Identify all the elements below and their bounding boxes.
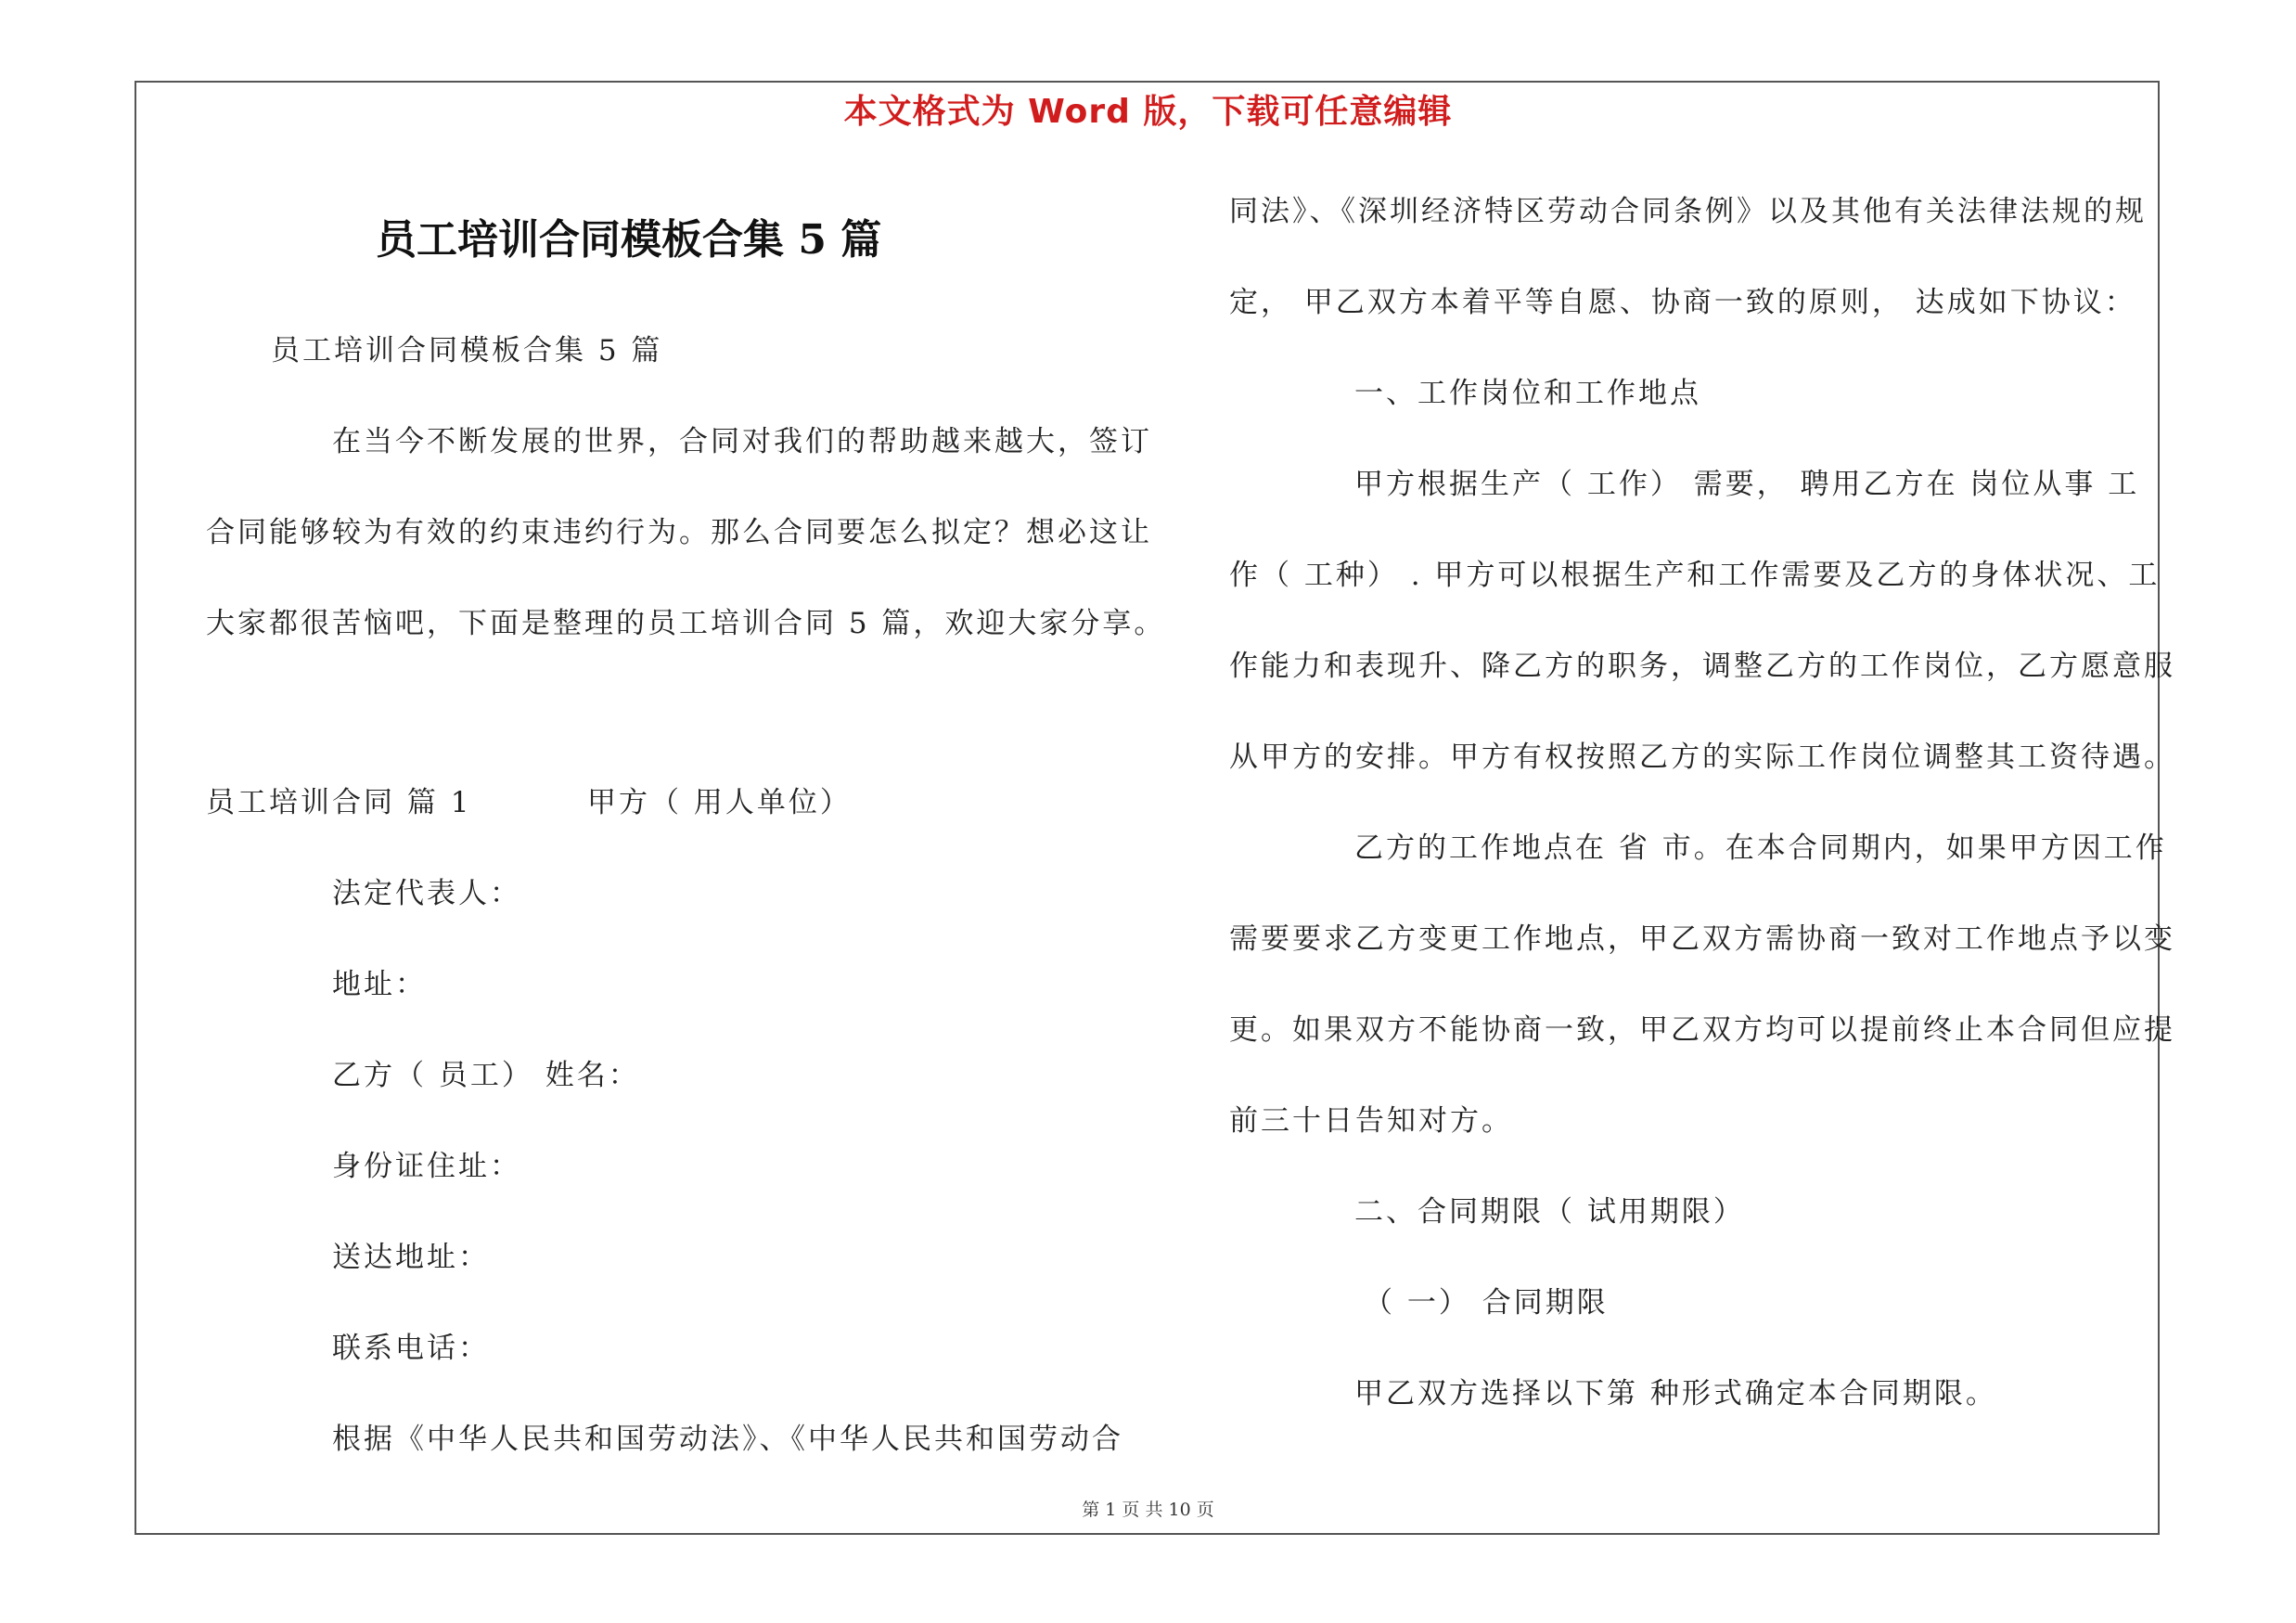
field-label: 送达地址： (332, 1241, 490, 1274)
section-heading: 一、工作岗位和工作地点 (1354, 377, 1701, 410)
subsection-heading: （ 一） 合同期限 (1364, 1286, 1609, 1320)
body-line: 从甲方的安排。甲方有权按照乙方的实际工作岗位调整其工资待遇。 (1229, 741, 2175, 774)
body-line: 作能力和表现升、降乙方的职务，调整乙方的工作岗位，乙方愿意服 (1229, 650, 2175, 683)
document-title: 员工培训合同模板合集 5 篇 (376, 216, 882, 264)
section-heading: 员工培训合同 篇 1 (206, 786, 472, 819)
field-label: 地址： (332, 968, 427, 1001)
field-label: 联系电话： (332, 1332, 490, 1365)
field-label: 乙方（ 员工） 姓名： (332, 1059, 640, 1092)
intro-line: 大家都很苦恼吧，下面是整理的员工培训合同 5 篇，欢迎大家分享。 (206, 607, 1166, 640)
body-line: 需要要求乙方变更工作地点，甲乙双方需协商一致对工作地点予以变 (1229, 922, 2175, 956)
party-a-label: 甲方（ 用人单位） (587, 786, 852, 819)
field-label: 法定代表人： (332, 877, 521, 910)
body-line: 前三十日告知对方。 (1229, 1104, 1513, 1138)
body-line: 作（ 工种） . 甲方可以根据生产和工作需要及乙方的身体状况、工 (1229, 559, 2161, 592)
subtitle: 员工培训合同模板合集 5 篇 (271, 334, 663, 367)
body-line: 定， 甲乙双方本着平等自愿、协商一致的原则， 达成如下协议： (1229, 286, 2136, 319)
section-heading: 二、合同期限（ 试用期限） (1354, 1195, 1745, 1229)
field-label: 身份证住址： (332, 1150, 521, 1183)
page-number: 第 1 页 共 10 页 (1082, 1500, 1214, 1520)
body-line: 甲方根据生产（ 工作） 需要， 聘用乙方在 岗位从事 工 (1354, 468, 2140, 501)
body-line: 乙方的工作地点在 省 市。在本合同期内，如果甲方因工作 (1354, 831, 2167, 865)
intro-line: 在当今不断发展的世界，合同对我们的帮助越来越大，签订 (332, 425, 1152, 458)
body-line: 甲乙双方选择以下第 种形式确定本合同期限。 (1354, 1377, 1997, 1410)
intro-line: 合同能够较为有效的约束违约行为。那么合同要怎么拟定？想必这让 (206, 516, 1152, 549)
body-line: 更。如果双方不能协商一致，甲乙双方均可以提前终止本合同但应提 (1229, 1013, 2175, 1047)
body-line: 根据《中华人民共和国劳动法》、《中华人民共和国劳动合 (332, 1423, 1123, 1456)
body-line: 同法》、《深圳经济特区劳动合同条例》以及其他有关法律法规的规 (1229, 195, 2147, 228)
format-banner: 本文格式为 Word 版，下载可任意编辑 (843, 93, 1453, 131)
